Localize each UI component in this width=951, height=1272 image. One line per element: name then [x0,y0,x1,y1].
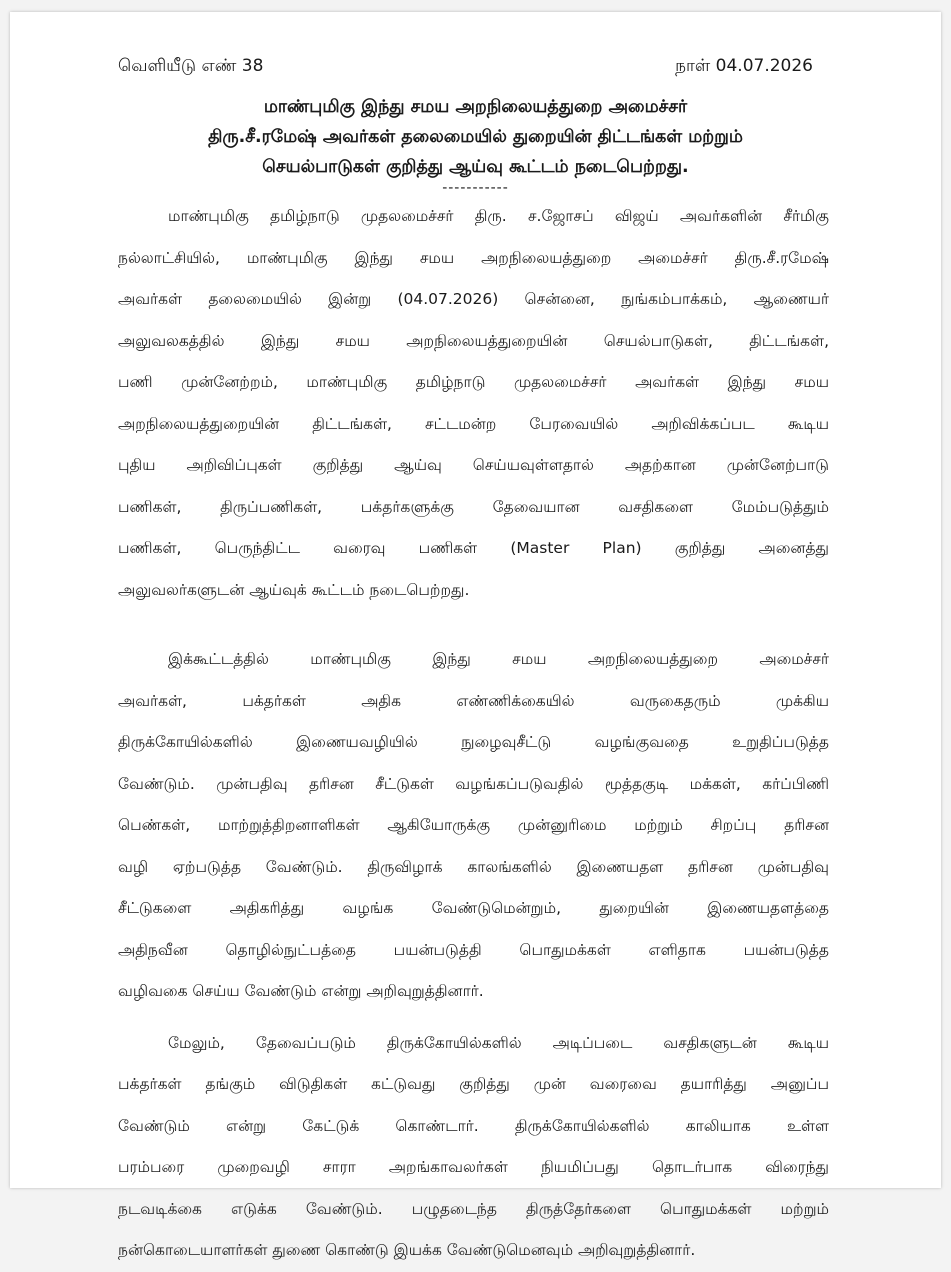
text-line: புதிய அறிவிப்புகள் குறித்து ஆய்வு செய்யவுள்ளதால் அதற்கான முன்னேற்பாடு [118,456,829,474]
text-line: அலுவலர்களுடன் ஆய்வுக் கூட்டம் நடைபெற்றது. [118,580,470,599]
text-line: சீட்டுகளை அதிகரித்து வழங்க வேண்டுமென்றும், துறையின் இணையதளத்தை [118,899,829,917]
text-line: பணிகள், திருப்பணிகள், பக்தர்களுக்கு தேவையான வசதிகளை மேம்படுத்தும் [118,497,829,516]
press-release-page [10,12,941,1259]
text-line: பணி முன்னேற்றம், மாண்புமிகு தமிழ்நாடு முதலமைச்சர் அவர்கள் இந்து சமய [118,373,829,391]
title-line: திரு.சீ.ரமேஷ் அவர்கள் தலைமையில் துறையின் திட்டங்கள் மற்றும் [208,127,743,147]
text-line: நல்லாட்சியில், மாண்புமிகு இந்து சமய அறநிலையத்துறை அமைச்சர் திரு.சீ.ரமேஷ் [118,248,829,267]
text-line: மேலும், தேவைப்படும் திருக்கோயில்களில் அடிப்படை வசதிகளுடன் கூடிய [168,1033,829,1052]
paragraph-3 [118,1023,829,1272]
text-line: இக்கூட்டத்தில் மாண்புமிகு இந்து சமய அறநிலையத்துறை அமைச்சர் [168,650,829,668]
release-body [118,196,829,1272]
text-line: நன்கொடையாளர்கள் துணை கொண்டு இயக்க வேண்டுமெனவும் அறிவுறுத்தினார். [118,1241,696,1259]
paragraph-2 [118,639,829,1013]
text-line: அவர்கள் தலைமையில் இன்று (04.07.2026) சென்னை, நுங்கம்பாக்கம், ஆணையர் [118,290,829,308]
text-line: திருக்கோயில்களில் இணையவழியில் நுழைவுசீட்டு வழங்குவதை உறுதிப்படுத்த [118,733,829,751]
title-line: செயல்பாடுகள் குறித்து ஆய்வு கூட்டம் நடைபெற்றது. [262,157,689,177]
release-header [118,56,813,78]
text-line: பெண்கள், மாற்றுத்திறனாளிகள் ஆகியோருக்கு முன்னுரிமை மற்றும் சிறப்பு தரிசன [118,816,829,834]
text-line: பக்தர்கள் தங்கும் விடுதிகள் கட்டுவது குறித்து முன் வரைவை தயாரித்து அனுப்ப [118,1075,829,1093]
text-line: மாண்புமிகு தமிழ்நாடு முதலமைச்சர் திரு. ச.ஜோசப் விஜய் அவர்களின் சீர்மிகு [168,207,829,225]
release-title [160,92,791,182]
text-line: வேண்டும். முன்பதிவு தரிசன சீட்டுகள் வழங்கப்படுவதில் மூத்தகுடி மக்கள், கர்ப்பிணி [118,774,829,793]
text-line: வழி ஏற்படுத்த வேண்டும். திருவிழாக் காலங்களில் இணையதள தரிசன முன்பதிவு [118,857,829,876]
text-line: அவர்கள், பக்தர்கள் அதிக எண்ணிக்கையில் வருகைதரும் முக்கிய [118,691,829,710]
text-line: வேண்டும் என்று கேட்டுக் கொண்டார். திருக்கோயில்களில் காலியாக உள்ள [118,1116,829,1135]
text-line: பரம்பரை முறைவழி சாரா அறங்காவலர்கள் நியமிப்பது தொடர்பாக விரைந்து [118,1158,829,1176]
release-date: நாள் 04.07.2026 [675,56,813,76]
title-separator: ----------- [442,180,509,196]
release-number: வெளியீடு எண் 38 [118,56,264,76]
text-line: அதிநவீன தொழில்நுட்பத்தை பயன்படுத்தி பொதுமக்கள் எளிதாக பயன்படுத்த [118,940,829,959]
text-line: பணிகள், பெருந்திட்ட வரைவு பணிகள் (Master Plan) குறித்து அனைத்து [118,539,829,557]
text-line: அலுவலகத்தில் இந்து சமய அறநிலையத்துறையின் செயல்பாடுகள், திட்டங்கள், [118,331,829,350]
text-line: வழிவகை செய்ய வேண்டும் என்று அறிவுறுத்தினார். [118,982,484,1000]
text-line: அறநிலையத்துறையின் திட்டங்கள், சட்டமன்ற பேரவையில் அறிவிக்கப்பட கூடிய [118,414,829,433]
paragraph-1 [118,196,829,611]
title-line: மாண்புமிகு இந்து சமய அறநிலையத்துறை அமைச்சர் [263,97,688,117]
text-line: நடவடிக்கை எடுக்க வேண்டும். பழுதடைந்த திருத்தேர்களை பொதுமக்கள் மற்றும் [118,1199,829,1218]
